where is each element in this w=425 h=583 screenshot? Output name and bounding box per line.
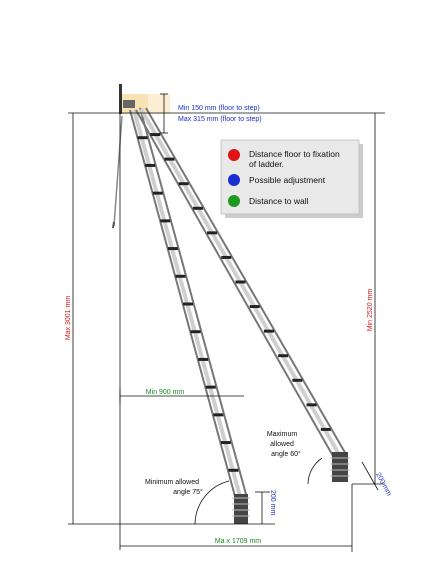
steep-ladder-clamp bbox=[183, 303, 193, 306]
min-angle-arc bbox=[195, 481, 229, 524]
top-bracket bbox=[123, 100, 135, 108]
min-wall-label: Min 900 mm bbox=[145, 389, 185, 396]
shallow-ladder-clamp bbox=[264, 330, 274, 333]
shallow-ladder-clamp bbox=[164, 158, 174, 161]
steep-ladder-clamp bbox=[153, 192, 163, 195]
left-foot-label: 200 mm bbox=[269, 490, 276, 516]
steep-ladder-clamp bbox=[228, 469, 238, 472]
handrail-pole bbox=[114, 116, 122, 226]
steep-ladder-clamp bbox=[145, 164, 155, 167]
steep-ladder-clamp bbox=[198, 358, 208, 361]
max-angle-arc bbox=[308, 458, 322, 484]
ceiling-min-label: Min 150 mm (floor to step) bbox=[178, 105, 260, 112]
shallow-ladder-clamp bbox=[207, 231, 217, 234]
steep-ladder-clamp bbox=[191, 330, 201, 333]
legend-red-label-1: Distance floor to fixation bbox=[249, 149, 340, 159]
legend-red-label-2: of ladder. bbox=[249, 159, 284, 169]
shallow-ladder-clamp bbox=[221, 256, 231, 259]
legend-blue-label: Possible adjustment bbox=[249, 175, 326, 185]
steep-ladder-clamp bbox=[213, 413, 223, 416]
shallow-ladder-clamp bbox=[179, 182, 189, 185]
steep-ladder-clamp bbox=[175, 275, 185, 278]
shallow-ladder-clamp bbox=[236, 281, 246, 284]
max-angle-note-line2: allowed bbox=[270, 441, 294, 448]
wall-post bbox=[119, 84, 122, 114]
steep-ladder-clamp bbox=[206, 386, 216, 389]
legend bbox=[221, 140, 363, 218]
max-base-label: Ma x 1709 mm bbox=[214, 538, 262, 545]
legend-blue-dot bbox=[228, 174, 240, 186]
shallow-ladder-clamp bbox=[150, 133, 160, 136]
left-foot bbox=[232, 494, 250, 524]
steep-ladder-clamp bbox=[138, 136, 148, 139]
max-height-label: Max 3001 mm bbox=[65, 295, 72, 341]
shallow-ladder-clamp bbox=[193, 207, 203, 210]
shallow-ladder-clamp bbox=[321, 428, 331, 431]
right-height-label: Min 2520 mm bbox=[367, 288, 374, 332]
legend-green-dot bbox=[228, 195, 240, 207]
shallow-ladder-clamp bbox=[292, 379, 302, 382]
shallow-ladder-clamp bbox=[307, 403, 317, 406]
shallow-ladder-clamp bbox=[250, 305, 260, 308]
right-foot bbox=[330, 452, 350, 482]
shallow-ladder-clamp bbox=[278, 354, 288, 357]
steep-ladder-clamp bbox=[168, 247, 178, 250]
ceiling-gradient bbox=[148, 94, 170, 114]
legend-red-dot bbox=[228, 149, 240, 161]
legend-green-label: Distance to wall bbox=[249, 196, 309, 206]
right-foot-label: 200 mm bbox=[374, 471, 393, 498]
min-angle-note-line1: Minimum allowed bbox=[144, 479, 200, 486]
min-angle-note-line2: angle 75° bbox=[173, 489, 203, 496]
max-angle-note-line3: angle 60° bbox=[271, 451, 301, 458]
steep-ladder-clamp bbox=[160, 219, 170, 222]
steep-ladder-clamp bbox=[221, 441, 231, 444]
handrail-tip bbox=[113, 222, 114, 228]
max-angle-note-line1: Maximum bbox=[266, 431, 298, 438]
ceiling-max-label: Max 315 mm (floor to step) bbox=[178, 116, 262, 123]
